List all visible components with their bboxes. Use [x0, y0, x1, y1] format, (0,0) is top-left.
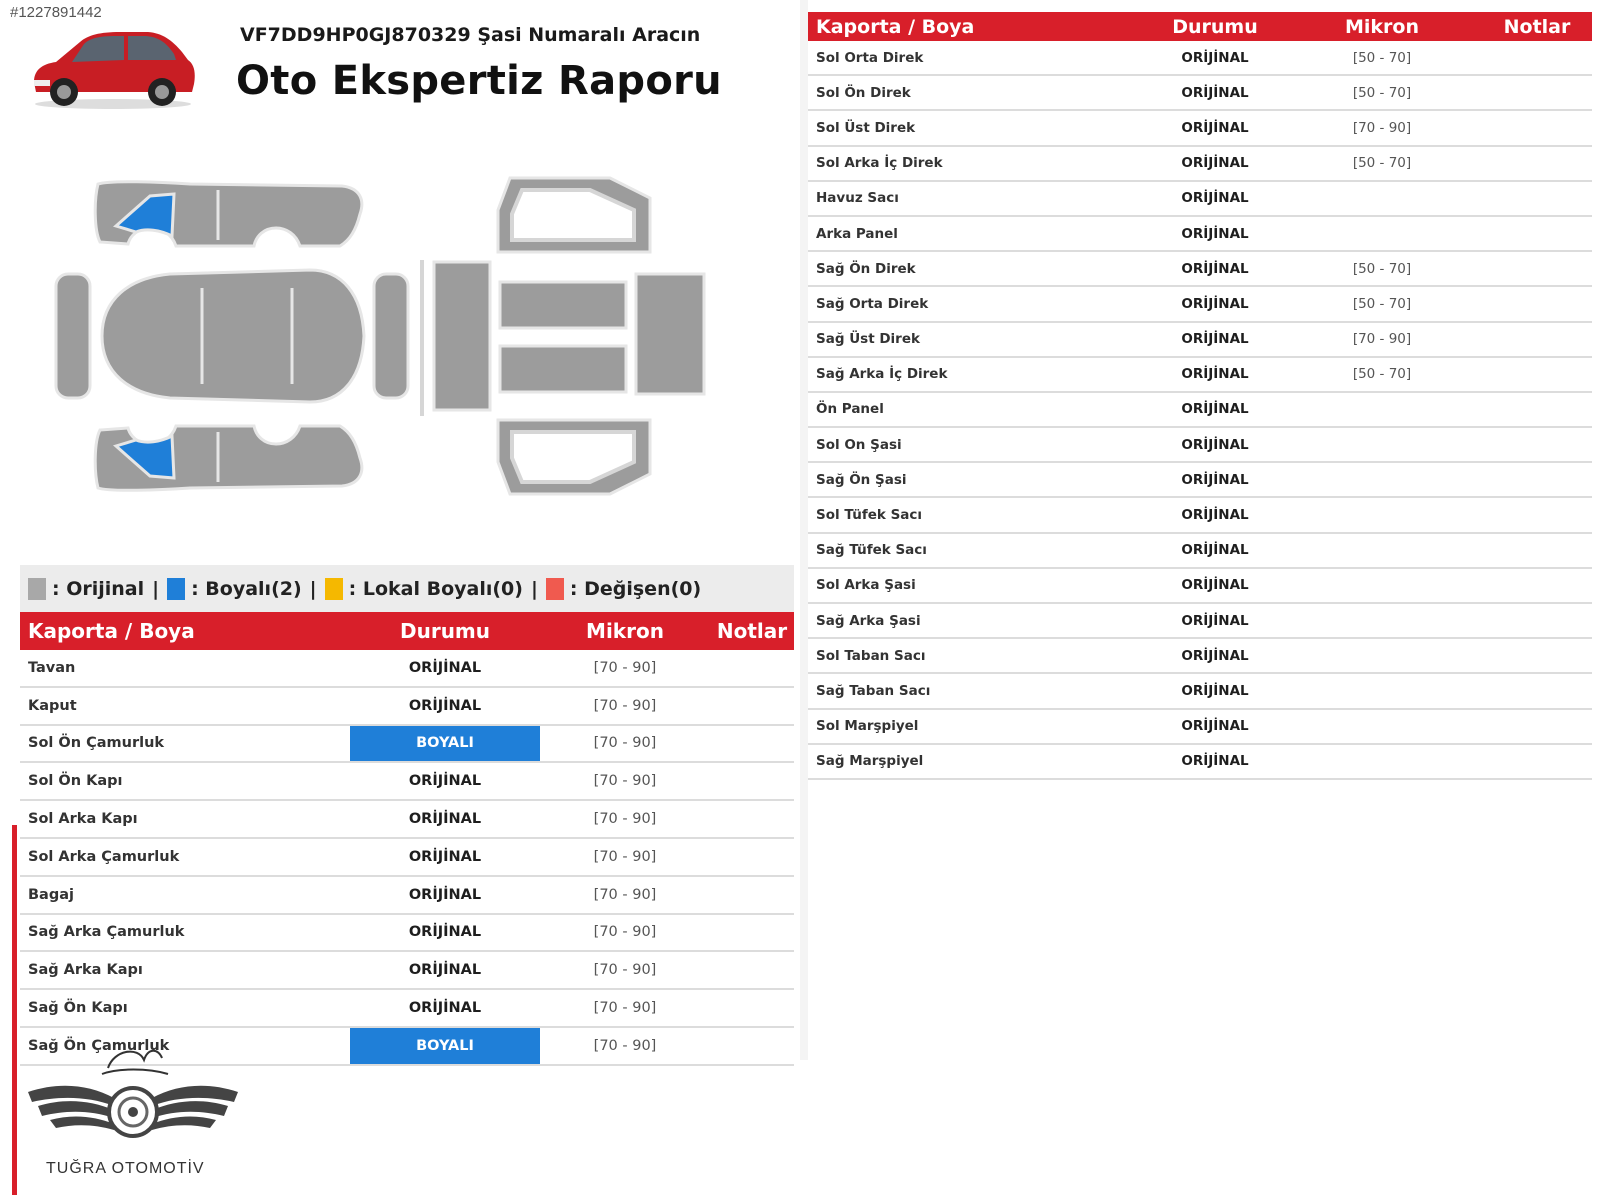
table-row [808, 287, 1592, 322]
listing-id: #1227891442 [10, 4, 102, 21]
row-part: Sağ Ön Kapı [28, 1000, 128, 1017]
row-state: ORİJİNAL [1181, 682, 1249, 699]
table-row [808, 639, 1592, 674]
table-row [20, 839, 794, 877]
table-row [20, 915, 794, 953]
row-part: Tavan [28, 659, 76, 676]
row-micron: [70 - 90] [593, 697, 657, 714]
row-part: Sağ Arka Kapı [28, 962, 143, 979]
row-state: ORİJİNAL [408, 659, 482, 676]
row-micron: [50 - 70] [1352, 260, 1412, 277]
table-row [808, 463, 1592, 498]
structure-table [808, 12, 1592, 780]
table-row [20, 801, 794, 839]
row-part: Sağ Ön Çamurluk [28, 1037, 170, 1054]
table-row [808, 147, 1592, 182]
row-micron: [50 - 70] [1352, 366, 1412, 383]
table-row [808, 358, 1592, 393]
row-state: ORİJİNAL [1181, 260, 1249, 277]
row-state: ORİJİNAL [1181, 612, 1249, 629]
table-row [20, 726, 794, 764]
row-state: ORİJİNAL [408, 924, 482, 941]
table-row [808, 252, 1592, 287]
row-part: Sağ Arka Çamurluk [28, 924, 185, 941]
row-state: ORİJİNAL [1181, 471, 1249, 488]
table-row [808, 111, 1592, 146]
header-micron: Mikron [1344, 15, 1419, 38]
row-state: ORİJİNAL [408, 886, 482, 903]
row-state [350, 1028, 540, 1064]
row-part: Sol Orta Direk [816, 49, 924, 66]
legend-swatch-original [28, 578, 46, 600]
legend-changed: : Değişen(0) [569, 578, 702, 600]
row-state: ORİJİNAL [1181, 718, 1249, 735]
diagram-front-rails [434, 262, 490, 410]
page-title: Oto Ekspertiz Raporu [236, 58, 722, 104]
table-row [808, 674, 1592, 709]
header-micron: Mikron [586, 619, 664, 643]
legend-local-painted: : Lokal Boyalı(0) [348, 578, 523, 600]
row-state: ORİJİNAL [1181, 155, 1249, 172]
row-micron: [70 - 90] [593, 1037, 657, 1054]
row-state: ORİJİNAL [408, 848, 482, 865]
row-state: ORİJİNAL [1181, 119, 1249, 136]
table-row [808, 41, 1592, 76]
table-row [808, 323, 1592, 358]
header-state: Durumu [1172, 15, 1258, 38]
table-row [20, 763, 794, 801]
diagram-floor-front [500, 282, 626, 328]
row-micron: [70 - 90] [593, 962, 657, 979]
row-part: Sol Ön Kapı [28, 773, 123, 790]
painted-badge: BOYALI [350, 1028, 540, 1064]
row-state: ORİJİNAL [1181, 577, 1249, 594]
row-part: Kaput [28, 697, 77, 714]
row-state: ORİJİNAL [1181, 295, 1249, 312]
car-body-diagram [50, 170, 740, 520]
row-part: Sol Ön Direk [816, 84, 911, 101]
row-state: ORİJİNAL [1181, 753, 1249, 770]
table-row [20, 650, 794, 688]
table-row [808, 498, 1592, 533]
logo-text: TUĞRA OTOMOTİV [46, 1160, 205, 1177]
header-state: Durumu [399, 619, 491, 643]
row-state: ORİJİNAL [1181, 331, 1249, 348]
legend-original: : Orijinal [52, 578, 145, 600]
row-state: ORİJİNAL [408, 773, 482, 790]
row-state: ORİJİNAL [1181, 647, 1249, 664]
row-part: Arka Panel [816, 225, 898, 242]
row-state: ORİJİNAL [1181, 190, 1249, 207]
row-state: ORİJİNAL [1181, 225, 1249, 242]
row-part: Sağ Arka Şasi [816, 612, 921, 629]
row-part: Sağ Orta Direk [816, 295, 929, 312]
table-header [20, 612, 794, 650]
table-row [20, 688, 794, 726]
table-row [808, 217, 1592, 252]
row-state: ORİJİNAL [1181, 542, 1249, 559]
body-paint-table [20, 612, 794, 1066]
row-micron: [50 - 70] [1352, 155, 1412, 172]
row-state: ORİJİNAL [1181, 436, 1249, 453]
table-row [20, 877, 794, 915]
row-part: Sağ Tüfek Sacı [816, 542, 927, 559]
row-micron: [70 - 90] [593, 659, 657, 676]
row-micron: [50 - 70] [1352, 49, 1412, 66]
row-state: ORİJİNAL [1181, 84, 1249, 101]
table-row [808, 604, 1592, 639]
color-legend [20, 565, 794, 613]
legend-swatch-painted [167, 578, 185, 600]
table-row [808, 745, 1592, 780]
row-state: ORİJİNAL [1181, 401, 1249, 418]
row-part: Sol Arka Çamurluk [28, 848, 180, 865]
row-part: Havuz Sacı [816, 190, 899, 207]
row-part: Sağ Marşpiyel [816, 753, 924, 770]
row-state: ORİJİNAL [408, 1000, 482, 1017]
row-micron: [70 - 90] [1352, 331, 1412, 348]
legend-separator: | [152, 578, 160, 600]
row-part: Sol Arka Şasi [816, 577, 916, 594]
table-row [808, 710, 1592, 745]
row-state: ORİJİNAL [408, 697, 482, 714]
diagram-rear-panel [636, 274, 704, 394]
row-part: Sağ Arka İç Direk [816, 366, 948, 383]
row-part: Sağ Taban Sacı [816, 682, 931, 699]
row-part: Sol Taban Sacı [816, 647, 926, 664]
table-row [808, 76, 1592, 111]
legend-painted: : Boyalı(2) [191, 578, 302, 600]
legend-separator: | [530, 578, 538, 600]
row-part: Sol Arka Kapı [28, 811, 138, 828]
row-part: Sol Tüfek Sacı [816, 507, 923, 524]
row-part: Sol Ön Çamurluk [28, 735, 165, 752]
row-micron: [70 - 90] [593, 924, 657, 941]
row-part: Sol Üst Direk [816, 119, 916, 136]
table-row [808, 428, 1592, 463]
column-divider [800, 0, 808, 1060]
row-micron: [70 - 90] [593, 773, 657, 790]
legend-separator: | [309, 578, 317, 600]
accent-bar [12, 825, 17, 1195]
table-row [808, 182, 1592, 217]
row-state: ORİJİNAL [1181, 366, 1249, 383]
table-row [20, 990, 794, 1028]
diagram-floor-rear [500, 346, 626, 392]
row-micron: [70 - 90] [593, 811, 657, 828]
table-row [808, 569, 1592, 604]
header-notes: Notlar [716, 619, 788, 643]
painted-badge: BOYALI [350, 726, 540, 762]
diagram-top-view [102, 270, 364, 402]
legend-swatch-changed [546, 578, 564, 600]
header-part: Kaporta / Boya [28, 619, 195, 643]
row-part: Sağ Ön Direk [816, 260, 916, 277]
header-part: Kaporta / Boya [816, 15, 975, 38]
row-part: Sol On Şasi [816, 436, 902, 453]
header-notes: Notlar [1503, 15, 1571, 38]
row-state [350, 726, 540, 762]
table-row [808, 393, 1592, 428]
row-micron: [70 - 90] [593, 735, 657, 752]
row-part: Sağ Üst Direk [816, 331, 920, 348]
row-state: ORİJİNAL [1181, 49, 1249, 66]
row-part: Sol Marşpiyel [816, 718, 919, 735]
row-state: ORİJİNAL [1181, 507, 1249, 524]
row-part: Bagaj [28, 886, 74, 903]
row-micron: [70 - 90] [593, 848, 657, 865]
row-micron: [50 - 70] [1352, 295, 1412, 312]
table-header [808, 12, 1592, 41]
row-part: Sol Arka İç Direk [816, 155, 943, 172]
table-row [20, 952, 794, 990]
row-micron: [50 - 70] [1352, 84, 1412, 101]
car-thumbnail [28, 22, 198, 112]
row-micron: [70 - 90] [593, 1000, 657, 1017]
vin-line: VF7DD9HP0GJ870329 Şasi Numaralı Aracın [240, 24, 701, 46]
row-micron: [70 - 90] [1352, 119, 1412, 136]
row-micron: [70 - 90] [593, 886, 657, 903]
row-state: ORİJİNAL [408, 962, 482, 979]
table-row [808, 534, 1592, 569]
legend-swatch-local-painted [325, 578, 343, 600]
row-state: ORİJİNAL [408, 811, 482, 828]
row-part: Sağ Ön Şasi [816, 471, 907, 488]
row-part: Ön Panel [816, 401, 884, 418]
